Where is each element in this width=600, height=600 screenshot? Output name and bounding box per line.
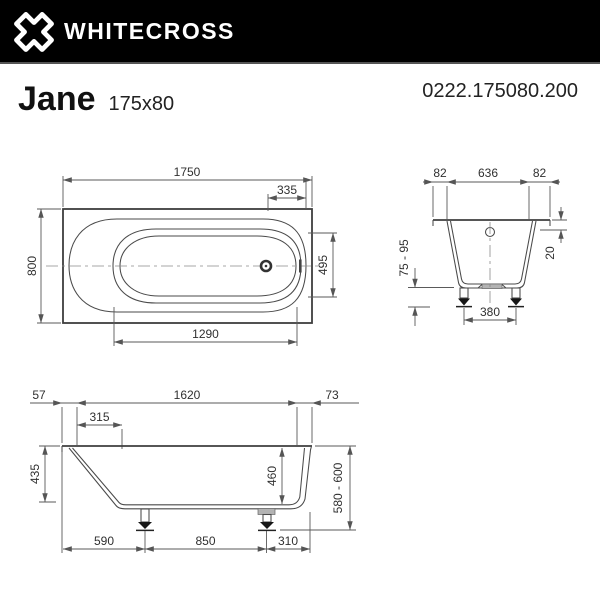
dim-edge-left: 82 xyxy=(433,166,447,180)
drain-center-dot xyxy=(265,265,268,268)
whitecross-x-logo-icon xyxy=(13,10,55,52)
model-size: 175x80 xyxy=(108,93,175,115)
dim-inner-length: 1290 xyxy=(192,327,219,341)
dim-overall-length: 1750 xyxy=(173,165,201,179)
wall-inner xyxy=(451,221,533,284)
section-view-drawing xyxy=(390,160,590,345)
header-bar xyxy=(0,0,600,64)
dim-bottom-right: 310 xyxy=(277,534,299,548)
drain-recess xyxy=(482,284,502,289)
side-view-drawing xyxy=(25,385,370,575)
dim-depth-left: 435 xyxy=(28,463,42,485)
dim-end-right: 73 xyxy=(325,388,339,402)
dim-rim-drop: 20 xyxy=(543,246,557,260)
dim-inner-depth: 460 xyxy=(265,465,279,487)
brand-name: WHITECROSS xyxy=(64,17,235,44)
dim-top-length: 1620 xyxy=(173,388,201,402)
dim-edge-right: 82 xyxy=(532,166,547,180)
dim-slope-run: 315 xyxy=(89,410,110,424)
leg-left xyxy=(460,288,468,298)
dim-bottom-left: 590 xyxy=(93,534,115,548)
leg-right xyxy=(512,288,520,298)
dim-feet-span: 380 xyxy=(479,305,501,319)
dim-bottom-center: 850 xyxy=(195,534,216,548)
dim-inner-top-width: 636 xyxy=(477,166,499,180)
model-name: Jane xyxy=(18,80,96,118)
dim-overall-width: 800 xyxy=(25,255,39,277)
wall-outer xyxy=(447,221,536,288)
side-drain-pad xyxy=(258,509,275,515)
product-title xyxy=(18,80,174,119)
top-view-drawing xyxy=(20,155,350,355)
dim-drain-to-end: 335 xyxy=(276,183,298,197)
side-leg-right xyxy=(263,515,271,523)
side-foot-left-icon xyxy=(138,522,152,529)
side-foot-right-icon xyxy=(260,522,274,529)
foot-right-icon xyxy=(510,299,522,306)
dim-end-left: 57 xyxy=(32,388,46,402)
dim-feet-range: 75 - 95 xyxy=(397,239,411,277)
overflow-mark xyxy=(299,260,302,273)
dim-inner-width: 495 xyxy=(316,254,330,276)
dim-height-range: 580 - 600 xyxy=(331,462,345,514)
foot-left-icon xyxy=(458,299,470,306)
side-leg-left xyxy=(141,509,149,522)
product-sku: 0222.175080.200 xyxy=(422,80,578,102)
